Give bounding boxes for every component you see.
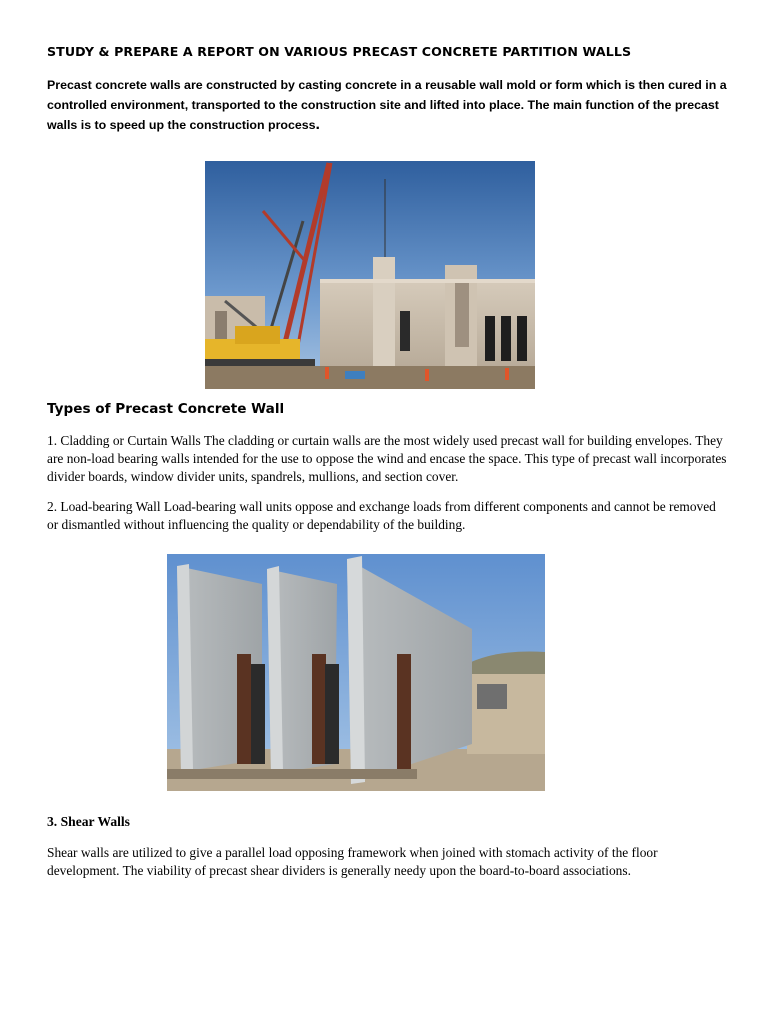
intro-paragraph <box>47 76 731 136</box>
intro-text: Precast concrete walls are constructed by casting concrete in a reusable wall mold or form which is then cured in a controlled environment, transported to the construction site and lifted into place. The main function of the precast walls is to speed up the construction process <box>47 78 727 132</box>
item-load-bearing-wall: 2. Load-bearing Wall Load-bearing wall units oppose and exchange loads from different components and cannot be removed or dismantled without influencing the quality or dependability of the building. <box>47 499 716 532</box>
section-heading: Types of Precast Concrete Wall <box>47 401 285 417</box>
crane-construction-photo <box>205 161 535 389</box>
item-shear-walls: Shear walls are utilized to give a parallel load opposing framework when joined with stomach activity of the floor development. The viability of precast shear dividers is generally needy upon the board-to-board associations. <box>47 845 658 878</box>
document-title: STUDY & PREPARE A REPORT ON VARIOUS PRECAST CONCRETE PARTITION WALLS <box>47 44 632 59</box>
precast-panels-photo <box>167 554 545 791</box>
shear-walls-heading: 3. Shear Walls <box>47 814 130 829</box>
item-cladding-walls: 1. Cladding or Curtain Walls The cladding or curtain walls are the most widely used precast wall for building envelopes. They are non-load bearing walls intended for the use to oppose the wind and encase the space. This type of precast wall incorporates divider boards, window divider units, spandrels, mullions, and section cover. <box>47 433 727 484</box>
intro-period: . <box>315 116 320 133</box>
